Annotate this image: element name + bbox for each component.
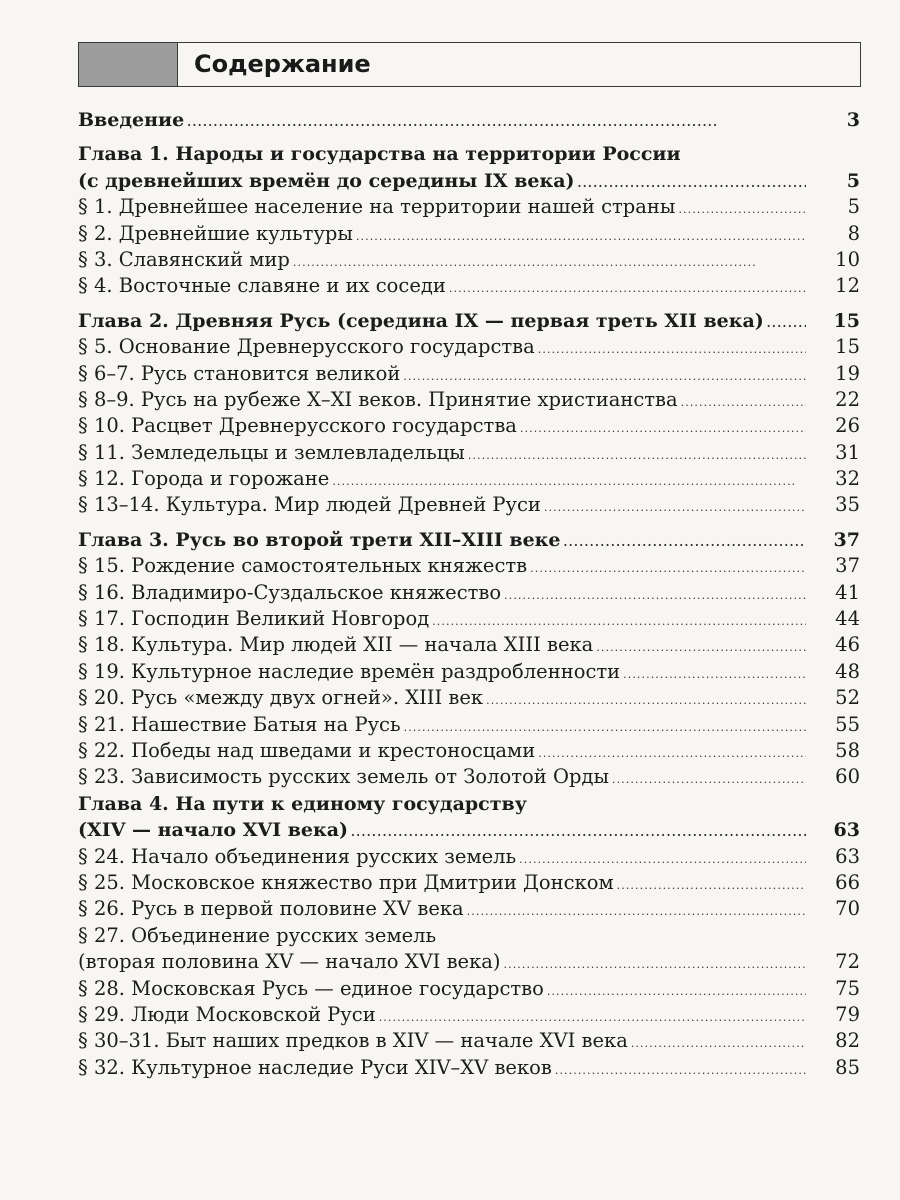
toc-entry[interactable] — [78, 712, 860, 738]
toc-entry[interactable] — [78, 221, 860, 247]
chapter-2-title[interactable] — [78, 308, 860, 334]
toc-entry[interactable] — [78, 844, 860, 870]
table-of-contents — [78, 107, 860, 1081]
entry-label: § 25. Московское княжество при Дмитрии Донском — [78, 870, 614, 894]
toc-entry[interactable] — [78, 1028, 860, 1054]
entry-label: § 29. Люди Московской Руси — [78, 1002, 376, 1026]
entry-label: § 20. Русь «между двух огней». XIII век — [78, 686, 484, 710]
entry-page: 79 — [835, 1002, 860, 1026]
entry-page: 58 — [835, 738, 860, 762]
chapter-1-title[interactable] — [78, 168, 860, 194]
entry-label: (вторая половина XV — начало XVI века) — [78, 950, 501, 974]
chapter-4-title-line-1[interactable]: Глава 4. На пути к единому государству — [78, 792, 527, 815]
entry-page: 22 — [835, 387, 860, 411]
entry-page: 3 — [846, 109, 860, 131]
toc-entry[interactable] — [78, 659, 860, 685]
entry-label: Введение — [78, 109, 185, 131]
dot-leader — [504, 949, 806, 978]
entry-label: § 12. Города и горожане — [78, 467, 330, 491]
toc-entry[interactable] — [78, 413, 860, 439]
dot-leader — [547, 976, 806, 1005]
dot-leader — [467, 896, 806, 925]
entry-page: 37 — [835, 554, 860, 578]
entry-label: § 15. Рождение самостоятельных княжеств — [78, 554, 528, 578]
entry-page: 82 — [835, 1029, 860, 1053]
toc-entry[interactable] — [78, 361, 860, 387]
entry-page: 31 — [835, 440, 860, 464]
entry-page: 52 — [835, 686, 860, 710]
chapter-3-title[interactable] — [78, 527, 860, 553]
entry-page: 41 — [835, 580, 860, 604]
toc-entry[interactable] — [78, 685, 860, 711]
toc-entry[interactable] — [78, 1055, 860, 1081]
toc-entry[interactable] — [78, 492, 860, 518]
dot-leader — [578, 168, 806, 197]
toc-entry[interactable] — [78, 273, 860, 299]
entry-label: § 32. Культурное наследие Руси XIV–XV веков — [78, 1055, 552, 1079]
entry-label: § 8–9. Русь на рубеже X–XI веков. Принятие христианства — [78, 387, 678, 411]
dot-leader — [538, 738, 806, 767]
entry-label: § 30–31. Быт наших предков в XIV — начале XVI века — [78, 1029, 628, 1053]
entry-page: 19 — [835, 361, 860, 385]
toc-entry-intro[interactable] — [78, 107, 860, 133]
dot-leader — [612, 764, 806, 793]
entry-label: Глава 2. Древняя Русь (середина IX — первая треть XII века) — [78, 309, 764, 332]
dot-leader — [486, 685, 806, 714]
dot-leader — [538, 334, 806, 363]
entry-page: 37 — [833, 528, 860, 551]
entry-label: § 22. Победы над шведами и крестоносцами — [78, 738, 536, 762]
dot-leader — [379, 1002, 806, 1031]
toc-entry[interactable] — [78, 870, 860, 896]
dot-leader — [520, 413, 806, 442]
entry-page: 63 — [833, 819, 860, 842]
entry-page: 35 — [835, 493, 860, 517]
toc-entry[interactable] — [78, 764, 860, 790]
entry-label: § 26. Русь в первой половине XV века — [78, 897, 464, 921]
entry-label: § 28. Московская Русь — единое государство — [78, 976, 544, 1000]
dot-leader — [681, 387, 806, 416]
entry-page: 10 — [835, 247, 860, 271]
dot-leader — [403, 361, 806, 390]
toc-entry[interactable] — [78, 606, 860, 632]
entry-page: 44 — [835, 607, 860, 631]
toc-entry[interactable] — [78, 580, 860, 606]
entry-label: (с древнейших времён до середины IX века) — [78, 169, 575, 192]
entry-page: 63 — [835, 844, 860, 868]
section-header — [78, 42, 861, 87]
entry-page: 12 — [835, 274, 860, 298]
entry-label: Глава 3. Русь во второй трети XII–XIII веке — [78, 528, 561, 551]
page-title: Содержание — [194, 50, 371, 78]
dot-leader — [432, 606, 806, 635]
toc-entry[interactable] — [78, 334, 860, 360]
entry-page: 55 — [835, 712, 860, 736]
entry-label: § 23. Зависимость русских земель от Золотой Орды — [78, 765, 609, 789]
toc-entry[interactable] — [78, 194, 860, 220]
toc-entry[interactable] — [78, 896, 860, 922]
entry-page: 15 — [833, 309, 860, 332]
toc-entry[interactable] — [78, 440, 860, 466]
entry-page: 8 — [847, 221, 860, 245]
dot-leader — [187, 107, 806, 136]
entry-page: 75 — [835, 976, 860, 1000]
dot-leader — [351, 817, 806, 846]
entry-label: § 2. Древнейшие культуры — [78, 221, 353, 245]
toc-entry[interactable] — [78, 976, 860, 1002]
entry-label: § 18. Культура. Мир людей XII — начала XIII века — [78, 633, 594, 657]
toc-entry[interactable] — [78, 949, 860, 975]
entry-label: § 1. Древнейшее население на территории нашей страны — [78, 195, 676, 219]
dot-leader — [530, 553, 806, 582]
entry-label: § 21. Нашествие Батыя на Русь — [78, 712, 401, 736]
entry-label: § 6–7. Русь становится великой — [78, 361, 401, 385]
dot-leader — [564, 527, 807, 556]
toc-entry-27-line-1[interactable]: § 27. Объединение русских земель — [78, 923, 437, 947]
toc-entry[interactable] — [78, 247, 860, 273]
dot-leader — [544, 492, 806, 521]
toc-entry[interactable] — [78, 466, 860, 492]
entry-page: 32 — [835, 467, 860, 491]
entry-page: 46 — [835, 633, 860, 657]
chapter-4-title[interactable] — [78, 817, 860, 843]
dot-leader — [356, 221, 806, 250]
entry-label: § 17. Господин Великий Новгород — [78, 607, 430, 631]
entry-page: 60 — [835, 765, 860, 789]
dot-leader — [293, 247, 806, 276]
entry-page: 70 — [835, 897, 860, 921]
entry-page: 15 — [835, 335, 860, 359]
dot-leader — [555, 1055, 806, 1084]
entry-label: § 19. Культурное наследие времён раздробленности — [78, 659, 621, 683]
dot-leader — [767, 308, 806, 337]
entry-page: 85 — [835, 1055, 860, 1079]
entry-label: § 24. Начало объединения русских земель — [78, 844, 517, 868]
dot-leader — [617, 870, 806, 899]
entry-label: § 4. Восточные славяне и их соседи — [78, 274, 446, 298]
toc-entry[interactable] — [78, 553, 860, 579]
dot-leader — [332, 466, 806, 495]
entry-page: 48 — [835, 659, 860, 683]
entry-label: (XIV — начало XVI века) — [78, 819, 349, 842]
dot-leader — [596, 632, 806, 661]
entry-page: 72 — [835, 950, 860, 974]
dot-leader — [504, 580, 806, 609]
dot-leader — [404, 712, 806, 741]
entry-page: 5 — [846, 169, 860, 192]
entry-label: § 16. Владимиро-Суздальское княжество — [78, 580, 502, 604]
dot-leader — [449, 273, 806, 302]
entry-label: § 11. Земледельцы и землевладельцы — [78, 440, 465, 464]
toc-entry[interactable] — [78, 387, 860, 413]
toc-entry[interactable] — [78, 738, 860, 764]
dot-leader — [623, 659, 806, 688]
entry-page: 26 — [835, 414, 860, 438]
entry-page: 5 — [847, 195, 860, 219]
dot-leader — [678, 194, 806, 223]
header-gray-bar — [79, 43, 178, 86]
entry-page: 66 — [835, 870, 860, 894]
dot-leader — [519, 844, 806, 873]
toc-entry[interactable] — [78, 1002, 860, 1028]
entry-label: § 10. Расцвет Древнерусского государства — [78, 414, 517, 438]
entry-label: § 3. Славянский мир — [78, 247, 290, 271]
dot-leader — [631, 1028, 806, 1057]
entry-label: § 5. Основание Древнерусского государства — [78, 335, 535, 359]
chapter-1-title-line-1[interactable]: Глава 1. Народы и государства на территории России — [78, 143, 681, 166]
dot-leader — [468, 440, 806, 469]
entry-label: § 13–14. Культура. Мир людей Древней Руси — [78, 493, 541, 517]
toc-entry[interactable] — [78, 632, 860, 658]
